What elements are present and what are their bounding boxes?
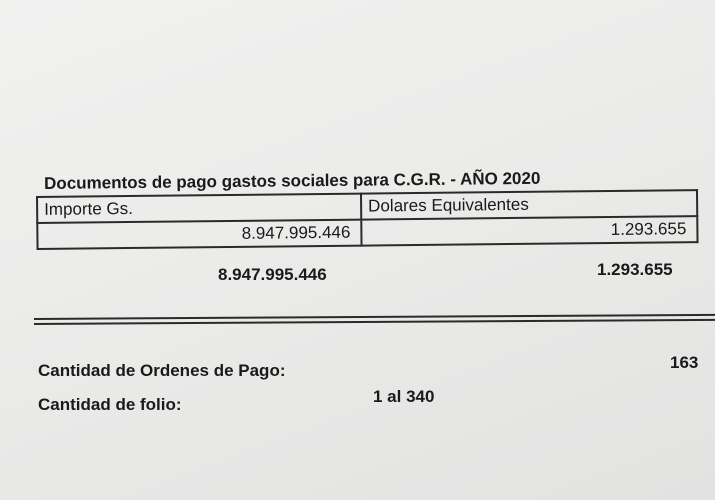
cell-dolares: 1.293.655 (361, 216, 697, 246)
table-row (37, 216, 697, 249)
folio-count-label: Cantidad de folio: (38, 395, 182, 414)
header-importe-gs: Importe Gs. (37, 194, 361, 223)
payments-table (36, 189, 699, 250)
document-title: Documentos de pago gastos sociales para C.G.R. - AÑO 2020 (44, 168, 541, 193)
orders-count-value: 163 (670, 353, 699, 372)
total-dolares: 1.293.655 (597, 260, 673, 279)
cell-importe-gs: 8.947.995.446 (37, 220, 361, 249)
double-rule-bottom (34, 319, 715, 325)
header-dolares-equivalentes: Dolares Equivalentes (361, 190, 697, 220)
folio-count-value: 1 al 340 (373, 387, 435, 406)
orders-count-label: Cantidad de Ordenes de Pago: (38, 361, 286, 380)
total-importe-gs: 8.947.995.446 (218, 265, 327, 284)
